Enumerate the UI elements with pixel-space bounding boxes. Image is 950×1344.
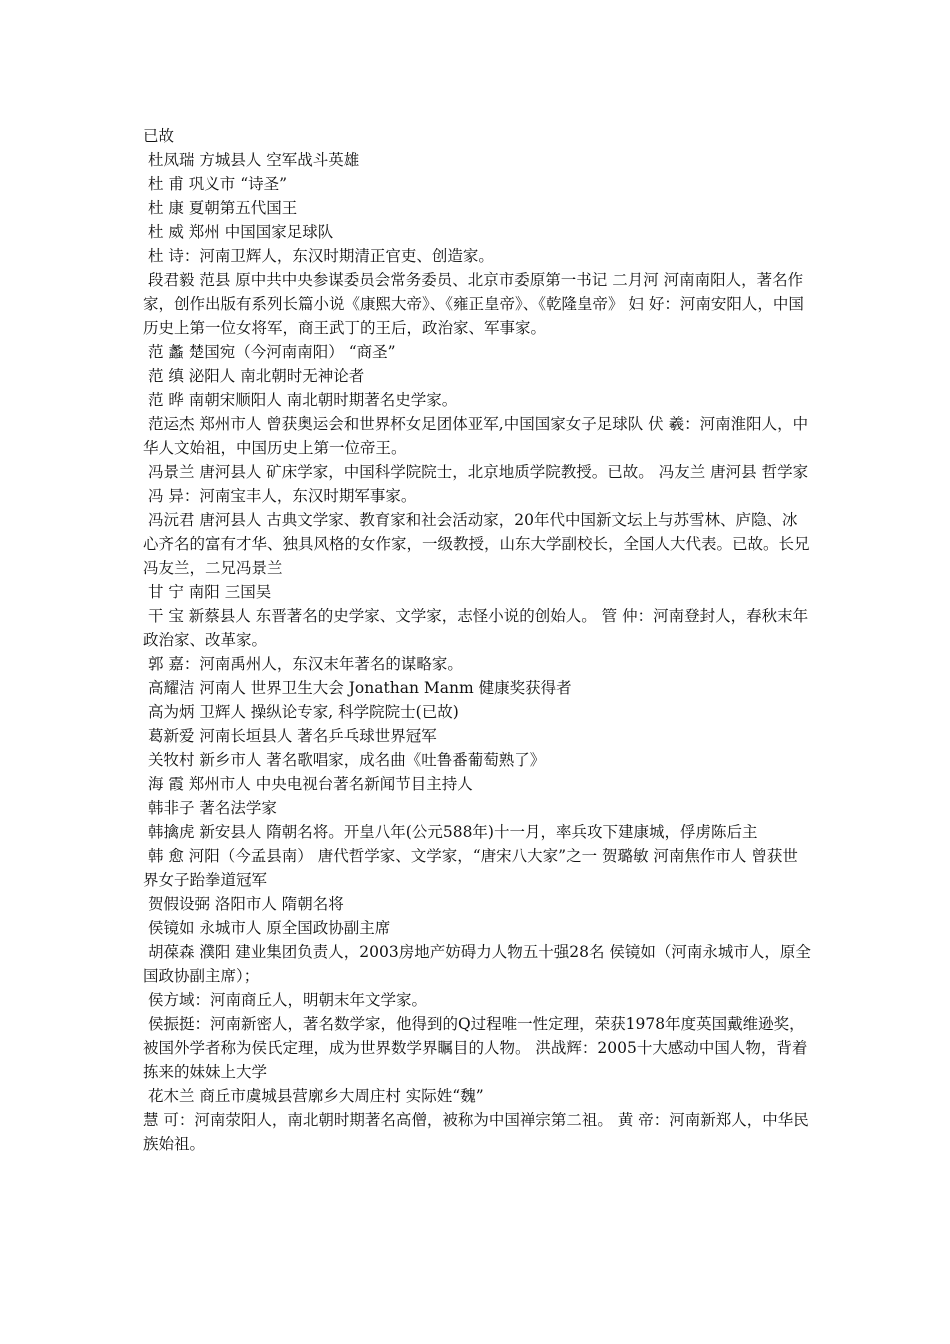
paragraph: 侯振挺：河南新密人，著名数学家，他得到的Q过程唯一性定理，荣获1978年度英国戴维逊奖，被国外学者称为侯氏定理，成为世界数学界瞩目的人物。 洪战辉：2005十大感动中国人物，背着拣来的妹妹上大学 <box>143 1015 808 1081</box>
paragraph: 郭 嘉：河南禹州人，东汉末年著名的谋略家。 <box>143 655 463 673</box>
paragraph: 葛新爱 河南长垣县人 著名乒乓球世界冠军 <box>143 727 437 745</box>
paragraph: 杜 甫 巩义市 “诗圣” <box>143 175 288 193</box>
paragraph: 胡葆森 濮阳 建业集团负责人，2003房地产妨碍力人物五十强28名 侯镜如（河南永城市人，原全国政协副主席）； <box>143 943 811 985</box>
paragraph: 杜凤瑞 方城县人 空军战斗英雄 <box>143 151 360 169</box>
paragraph: 杜 威 郑州 中国国家足球队 <box>143 223 334 241</box>
paragraph: 贺假设弼 洛阳市人 隋朝名将 <box>143 895 344 913</box>
paragraph: 韩擒虎 新安县人 隋朝名将。开皇八年(公元588年)十一月，率兵攻下建康城，俘虏陈后主 <box>143 823 758 841</box>
paragraph: 范 晔 南朝宋顺阳人 南北朝时期著名史学家。 <box>143 391 458 409</box>
paragraph: 高耀洁 河南人 世界卫生大会 Jonathan Manm 健康奖获得者 <box>143 679 572 697</box>
paragraph: 杜 诗：河南卫辉人，东汉时期清正官吏、创造家。 <box>143 247 494 265</box>
paragraph: 冯景兰 唐河县人 矿床学家，中国科学院院士，北京地质学院教授。已故。 冯友兰 唐河县 哲学家 <box>143 463 809 481</box>
paragraph: 范 蠡 楚国宛（今河南南阳） “商圣” <box>143 343 396 361</box>
paragraph: 冯沅君 唐河县人 古典文学家、教育家和社会活动家，20年代中国新文坛上与苏雪林、庐隐、冰心齐名的富有才华、独具风格的女作家，一级教授，山东大学副校长，全国人大代表。已故。长兄冯友兰，二兄冯景兰 <box>143 511 810 577</box>
paragraph: 已故 <box>143 127 175 145</box>
paragraph: 侯方域：河南商丘人，明朝末年文学家。 <box>143 991 427 1009</box>
paragraph: 杜 康 夏朝第五代国王 <box>143 199 298 217</box>
paragraph: 花木兰 商丘市虞城县营廓乡大周庄村 实际姓“魏” <box>143 1087 484 1105</box>
paragraph: 韩非子 著名法学家 <box>143 799 277 817</box>
document-body <box>143 124 813 1156</box>
paragraph: 高为炳 卫辉人 操纵论专家, 科学院院士(已故) <box>143 703 459 721</box>
paragraph: 韩 愈 河阳（今孟县南） 唐代哲学家、文学家，“唐宋八大家”之一 贺璐敏 河南焦作市人 曾获世界女子跆拳道冠军 <box>143 847 798 889</box>
paragraph: 冯 异：河南宝丰人，东汉时期军事家。 <box>143 487 417 505</box>
paragraph: 关牧村 新乡市人 著名歌唱家，成名曲《吐鲁番葡萄熟了》 <box>143 751 546 769</box>
paragraph: 范运杰 郑州市人 曾获奥运会和世界杯女足团体亚军,中国国家女子足球队 伏 羲：河南淮阳人，中华人文始祖，中国历史上第一位帝王。 <box>143 415 809 457</box>
paragraph: 海 霞 郑州市人 中央电视台著名新闻节目主持人 <box>143 775 473 793</box>
paragraph: 干 宝 新蔡县人 东晋著名的史学家、文学家，志怪小说的创始人。 管 仲：河南登封人，春秋末年政治家、改革家。 <box>143 607 809 649</box>
paragraph: 范 缜 泌阳人 南北朝时无神论者 <box>143 367 365 385</box>
paragraph: 甘 宁 南阳 三国吴 <box>143 583 272 601</box>
paragraph: 慧 可：河南荥阳人，南北朝时期著名高僧，被称为中国禅宗第二祖。 黄 帝：河南新郑人，中华民族始祖。 <box>143 1111 809 1153</box>
paragraph: 侯镜如 永城市人 原全国政协副主席 <box>143 919 391 937</box>
paragraph: 段君毅 范县 原中共中央参谋委员会常务委员、北京市委原第一书记 二月河 河南南阳人，著名作家，创作出版有系列长篇小说《康熙大帝》、《雍正皇帝》、《乾隆皇帝》 妇 好：河南安阳人，中国历史上第一位女将军，商王武丁的王后，政治家、军事家。 <box>143 271 804 337</box>
